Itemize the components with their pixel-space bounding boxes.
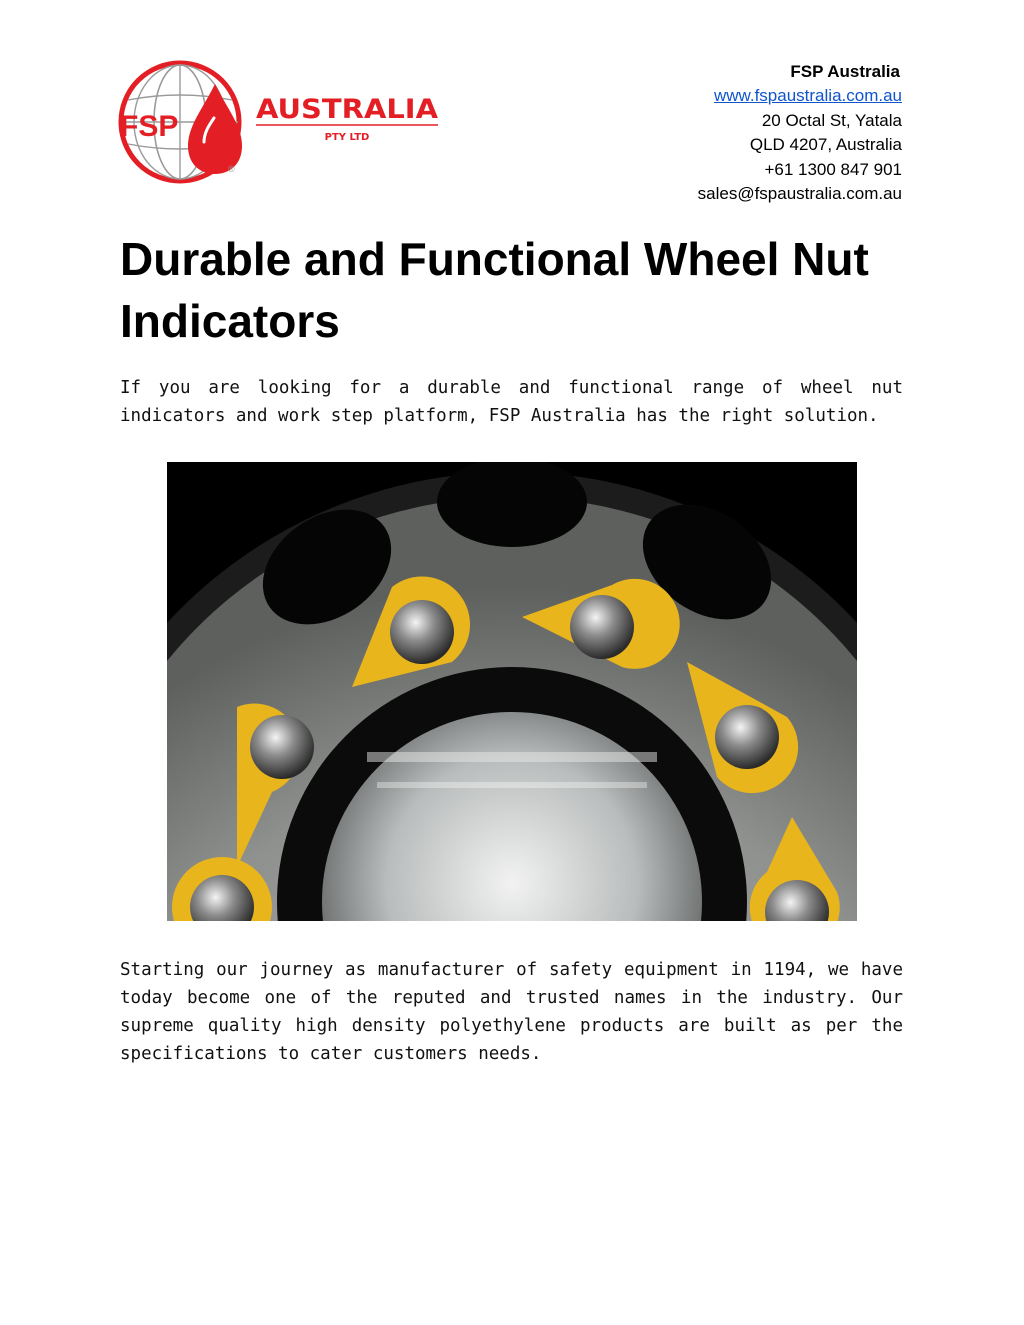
intro-paragraph: If you are looking for a durable and functional range of wheel nut indicators and work step platform, FSP Australia has the right solution. — [120, 378, 903, 426]
company-name: FSP Australia — [790, 62, 900, 81]
logo-subtitle: PTY LTD — [324, 132, 370, 143]
logo-mark-text: FSP — [120, 110, 179, 143]
street-address: 20 Octal St, Yatala — [761, 110, 902, 130]
fsp-logo — [118, 60, 448, 184]
page-title: Durable and Functional Wheel Nut Indicators — [120, 233, 869, 347]
body-paragraph: Starting our journey as manufacturer of safety equipment in 1194, we have today become one of the reputed and trusted names in the industry. Our supreme quality high density polyethylene products are built as per the specifications to cater customers needs. — [120, 960, 903, 1064]
wheel-photo — [167, 462, 857, 921]
logo-registered: ® — [228, 164, 235, 174]
phone-number: +61 1300 847 901 — [764, 159, 902, 179]
logo-wordmark: AUSTRALIA — [256, 94, 439, 125]
email-address: sales@fspaustralia.com.au — [697, 184, 902, 204]
contact-block — [698, 60, 902, 206]
region-address: QLD 4207, Australia — [749, 135, 902, 155]
website-link[interactable]: www.fspaustralia.com.au — [713, 86, 902, 106]
